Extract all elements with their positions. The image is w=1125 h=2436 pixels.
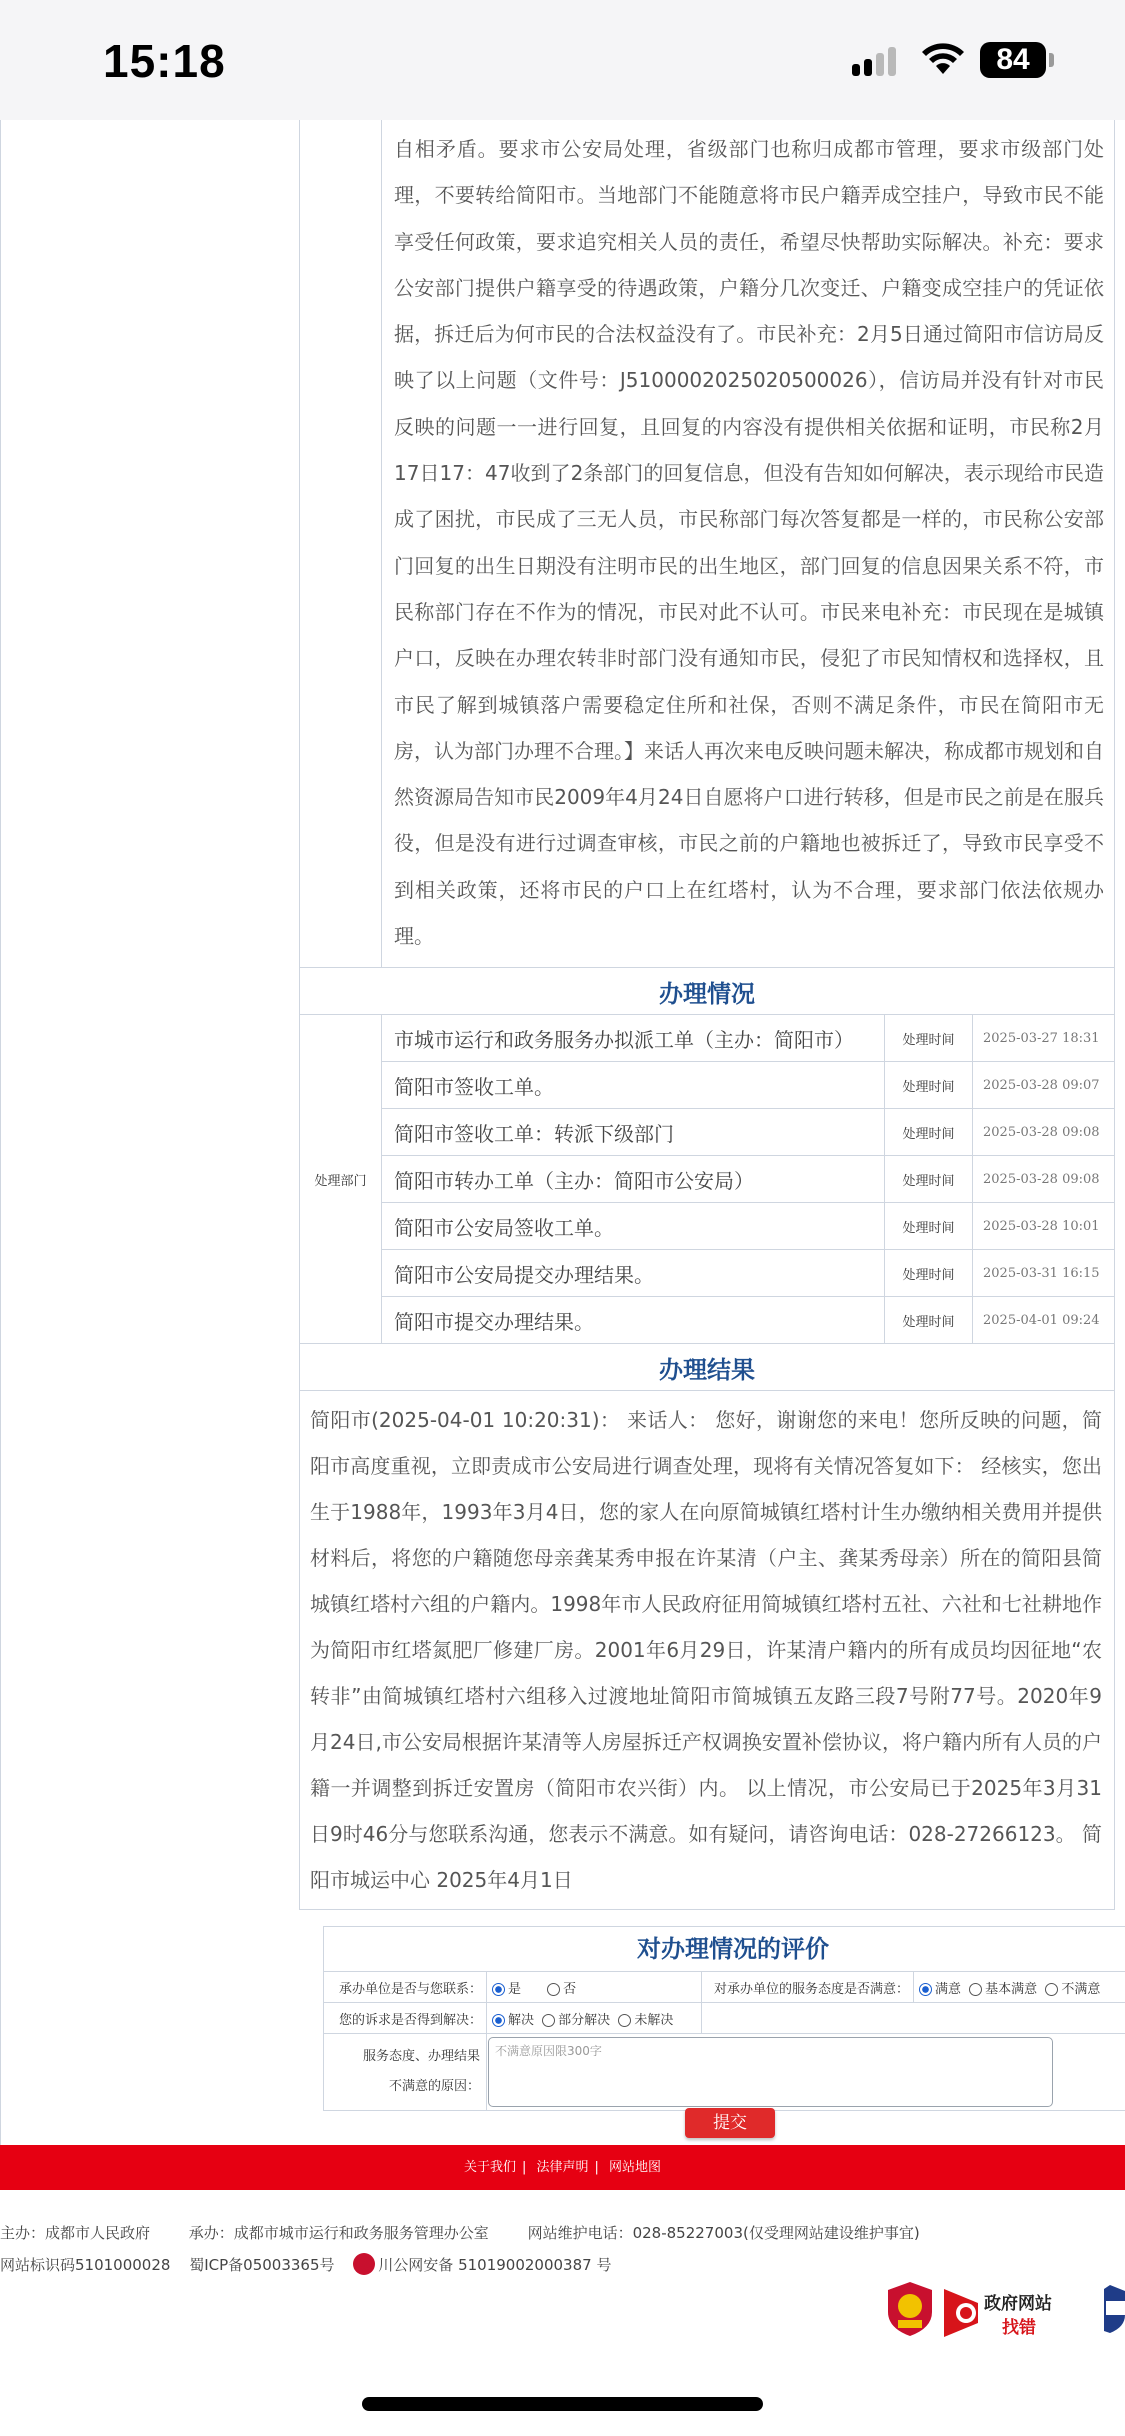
result-content: 简阳市(2025-04-01 10:20:31)： 来话人： 您好，谢谢您的来电！您所反映的问题，简阳市高度重视，立即责成市公安局进行调查处理，现将有关情况答复如下： 经核实，您出生于1988年，1993年3月4日，您的家人在向原简城镇红塔村计生办缴纳相关费用并提供材料后，将您的户籍随您母亲龚某秀申报在许某清（户主、龚某秀母亲）所在的简阳县简城镇红塔村六组的户籍内。1998年市人民政府征用简城镇红塔村五社、六社和七社耕地作为简阳市红塔氮肥厂修建厂房。2001年6月29日，许某清户籍内的所有成员均因征地“农转非”由简城镇红塔村六组移入过渡地址简阳市简城镇五友路三段7号附77号。2020年9月24日,市公安局根据许某清等人房屋拆迁产权调换安置补偿协议，将户籍内所有人员的户籍一并调整到拆迁安置房（简阳市农兴街）内。 以上情况，市公安局已于2025年3月31日9时46分与您联系沟通，您表示不满意。如有疑问，请咨询电话：028-27266123。 简阳市城运中心 2025年4月1日 bbox=[300, 1391, 1115, 1910]
process-row bbox=[300, 1203, 1115, 1250]
footer-security[interactable] bbox=[353, 2256, 625, 2274]
evaluation-form bbox=[323, 1926, 1125, 2111]
process-time: 2025-03-31 16:15 bbox=[973, 1250, 1115, 1297]
process-row bbox=[300, 1015, 1115, 1062]
q1-no-radio[interactable] bbox=[547, 1983, 560, 1996]
complaint-row bbox=[300, 120, 1115, 968]
process-text: 简阳市提交办理结果。 bbox=[382, 1297, 885, 1344]
footer-organizer: 承办：成都市城市运行和政务服务管理办公室 bbox=[188, 2224, 489, 2242]
magnifier-icon bbox=[944, 2283, 984, 2339]
battery-tip bbox=[1049, 53, 1054, 67]
battery-icon: 84 bbox=[980, 42, 1046, 78]
q2-satisfied-label: 满意 bbox=[935, 1981, 962, 1997]
processing-title: 办理情况 bbox=[300, 968, 1115, 1015]
wifi-icon bbox=[920, 40, 966, 76]
process-time-label: 处理时间 bbox=[885, 1250, 973, 1297]
process-row bbox=[300, 1156, 1115, 1203]
q3-unsolved-label: 未解决 bbox=[634, 2012, 674, 2028]
gov-site-find-error-badge[interactable] bbox=[944, 2283, 1064, 2339]
reason-textarea[interactable]: 不满意原因限300字 bbox=[488, 2037, 1053, 2107]
q2-label: 对承办单位的服务态度是否满意： bbox=[702, 1972, 914, 2003]
process-row bbox=[300, 1297, 1115, 1344]
result-title: 办理结果 bbox=[300, 1344, 1115, 1391]
process-text: 简阳市公安局提交办理结果。 bbox=[382, 1250, 885, 1297]
process-time-label: 处理时间 bbox=[885, 1203, 973, 1250]
process-time-label: 处理时间 bbox=[885, 1109, 973, 1156]
process-text: 简阳市签收工单。 bbox=[382, 1062, 885, 1109]
home-indicator bbox=[362, 2397, 763, 2411]
result-row bbox=[300, 1391, 1115, 1910]
process-time: 2025-03-28 09:08 bbox=[973, 1156, 1115, 1203]
q3-label: 您的诉求是否得到解决： bbox=[324, 2003, 487, 2034]
party-gov-badge-icon[interactable] bbox=[884, 2280, 936, 2338]
process-time-label: 处理时间 bbox=[885, 1062, 973, 1109]
footer-icp[interactable]: 蜀ICP备05003365号 bbox=[189, 2256, 335, 2274]
footer-sponsor: 主办：成都市人民政府 bbox=[0, 2224, 151, 2242]
result-title-row bbox=[300, 1344, 1115, 1391]
footer-link-about[interactable]: 关于我们 bbox=[463, 2160, 516, 2175]
process-time: 2025-03-28 10:01 bbox=[973, 1203, 1115, 1250]
process-text: 简阳市转办工单（主办：简阳市公安局） bbox=[382, 1156, 885, 1203]
q1-yes-radio[interactable] bbox=[492, 1983, 505, 1996]
process-time-label: 处理时间 bbox=[885, 1297, 973, 1344]
q1-label: 承办单位是否与您联系： bbox=[324, 1972, 487, 2003]
badge-gov-site-text: 政府网站 bbox=[984, 2294, 1052, 2314]
q3-partial-radio[interactable] bbox=[542, 2014, 555, 2027]
reason-label bbox=[324, 2034, 487, 2111]
cellular-signal-icon bbox=[852, 46, 902, 76]
reason-cell bbox=[487, 2034, 1125, 2111]
q2-basic-radio[interactable] bbox=[969, 1983, 982, 1996]
process-time: 2025-03-28 09:08 bbox=[973, 1109, 1115, 1156]
process-text: 市城市运行和政务服务办拟派工单（主办：简阳市） bbox=[382, 1015, 885, 1062]
footer-info-line1 bbox=[0, 2222, 954, 2243]
badge-find-error-text: 找错 bbox=[1002, 2318, 1036, 2338]
q2-unsatisfied-label: 不满意 bbox=[1061, 1981, 1101, 1997]
dept-label: 处理部门 bbox=[300, 1015, 382, 1344]
q1-options bbox=[487, 1972, 702, 2003]
footer-security-text: 川公网安备 51019002000387 号 bbox=[378, 2256, 612, 2274]
police-badge-icon[interactable] bbox=[1094, 2285, 1125, 2335]
q3-options bbox=[487, 2003, 702, 2034]
q3-empty-cell bbox=[702, 2003, 1125, 2034]
process-row bbox=[300, 1109, 1115, 1156]
footer-site-id: 网站标识码5101000028 bbox=[0, 2256, 171, 2274]
footer-link-sitemap[interactable]: 网站地图 bbox=[609, 2160, 662, 2175]
process-text: 简阳市公安局签收工单。 bbox=[382, 1203, 885, 1250]
process-time-label: 处理时间 bbox=[885, 1015, 973, 1062]
process-row bbox=[300, 1062, 1115, 1109]
q3-solved-radio[interactable] bbox=[492, 2014, 505, 2027]
q2-basic-label: 基本满意 bbox=[985, 1981, 1038, 1997]
process-text: 简阳市签收工单：转派下级部门 bbox=[382, 1109, 885, 1156]
q2-unsatisfied-radio[interactable] bbox=[1045, 1983, 1058, 1996]
footer-info-line2 bbox=[0, 2253, 639, 2275]
process-time-label: 处理时间 bbox=[885, 1156, 973, 1203]
case-detail-table bbox=[299, 120, 1115, 1910]
process-time: 2025-03-27 18:31 bbox=[973, 1015, 1115, 1062]
q2-satisfied-radio[interactable] bbox=[919, 1983, 932, 1996]
q3-solved-label: 解决 bbox=[508, 2012, 535, 2028]
footer-links-bar: 关于我们 | 法律声明 | 网站地图 bbox=[0, 2145, 1125, 2190]
q2-options bbox=[914, 1972, 1125, 2003]
footer-maintenance: 网站维护电话：028-85227003(仅受理网站建设维护事宜) bbox=[527, 2224, 920, 2242]
process-time: 2025-03-28 09:07 bbox=[973, 1062, 1115, 1109]
page-left-border bbox=[0, 120, 1, 2145]
police-emblem-icon bbox=[353, 2253, 375, 2275]
status-time: 15:18 bbox=[103, 35, 226, 87]
processing-title-row bbox=[300, 968, 1115, 1015]
process-row bbox=[300, 1250, 1115, 1297]
status-bar bbox=[0, 0, 1125, 120]
process-time: 2025-04-01 09:24 bbox=[973, 1297, 1115, 1344]
reason-label-line2: 不满意的原因： bbox=[388, 2079, 480, 2094]
q1-yes-label: 是 bbox=[508, 1981, 522, 1997]
evaluation-title: 对办理情况的评价 bbox=[323, 1926, 1125, 1971]
footer-link-legal[interactable]: 法律声明 bbox=[536, 2160, 589, 2175]
q3-unsolved-radio[interactable] bbox=[618, 2014, 631, 2027]
complaint-label-cell bbox=[300, 120, 382, 968]
q1-no-label: 否 bbox=[563, 1981, 577, 1997]
evaluation-table bbox=[323, 1971, 1125, 2111]
complaint-content: 自相矛盾。要求市公安局处理，省级部门也称归成都市管理，要求市级部门处理，不要转给简阳市。当地部门不能随意将市民户籍弄成空挂户，导致市民不能享受任何政策，要求追究相关人员的责任，希望尽快帮助实际解决。补充：要求公安部门提供户籍享受的待遇政策，户籍分几次变迁、户籍变成空挂户的凭证依据，拆迁后为何市民的合法权益没有了。市民补充：2月5日通过简阳市信访局反映了以上问题（文件号：J5100002025020500026），信访局并没有针对市民反映的问题一一进行回复，且回复的内容没有提供相关依据和证明，市民称2月17日17：47收到了2条部门的回复信息，但没有告知如何解决，表示现给市民造成了困扰，市民成了三无人员，市民称部门每次答复都是一样的，市民称公安部门回复的出生日期没有注明市民的出生地区，部门回复的信息因果关系不符，市民称部门存在不作为的情况，市民对此不认可。市民来电补充：市民现在是城镇户口，反映在办理农转非时部门没有通知市民，侵犯了市民知情权和选择权，且市民了解到城镇落户需要稳定住所和社保，否则不满足条件，市民在简阳市无房，认为部门办理不合理。】来话人再次来电反映问题未解决，称成都市规划和自然资源局告知市民2009年4月24日自愿将户口进行转移，但是市民之前是在服兵役，但是没有进行过调查审核，市民之前的户籍地也被拆迁了，导致市民享受不到相关政策，还将市民的户口上在红塔村，认为不合理，要求部门依法依规办理。 bbox=[382, 120, 1115, 968]
submit-button[interactable]: 提交 bbox=[685, 2108, 775, 2138]
reason-label-line1: 服务态度、办理结果 bbox=[362, 2049, 480, 2064]
q3-partial-label: 部分解决 bbox=[558, 2012, 611, 2028]
